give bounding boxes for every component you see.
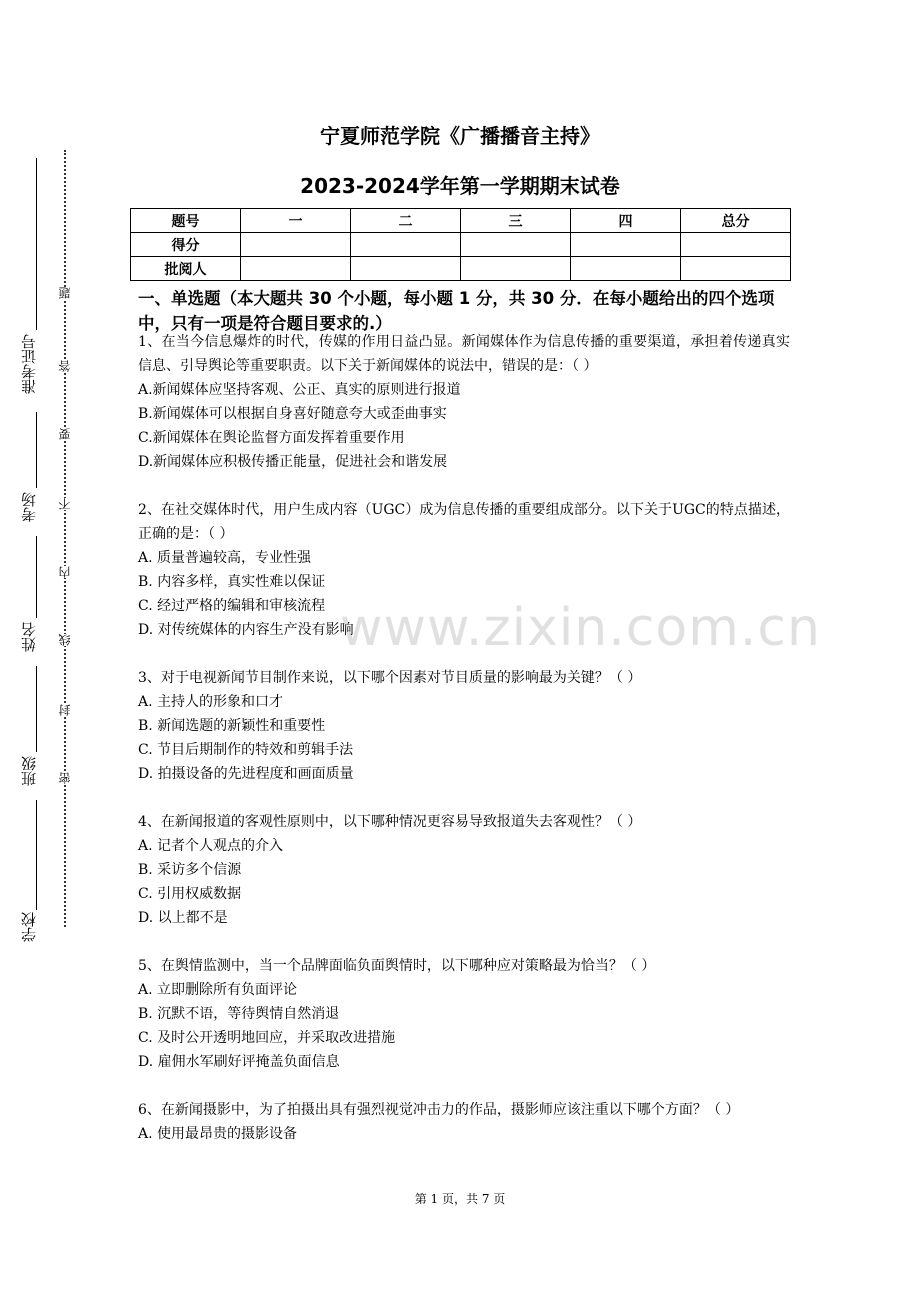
answer-option: D.新闻媒体应积极传播正能量，促进社会和谐发展 bbox=[138, 454, 448, 470]
grader-row-label: 批阅人 bbox=[131, 257, 241, 281]
score-table-header-row bbox=[131, 209, 791, 233]
answer-option: C. 及时公开透明地回应，并采取改进措施 bbox=[138, 1030, 396, 1046]
exam-title: 宁夏师范学院《广播播音主持》 bbox=[320, 124, 600, 148]
school-blank[interactable] bbox=[36, 800, 37, 910]
seal-char: 不 bbox=[58, 498, 72, 510]
score-input-cell[interactable] bbox=[681, 233, 791, 257]
grader-input-cell[interactable] bbox=[351, 257, 461, 281]
score-table-row bbox=[131, 233, 791, 257]
score-table-cell: 四 bbox=[571, 209, 681, 233]
seal-char: 题 bbox=[58, 287, 72, 299]
score-table-cell: 三 bbox=[461, 209, 571, 233]
question-stem: 4、在新闻报道的客观性原则中，以下哪种情况更容易导致报道失去客观性？（ ） bbox=[138, 814, 642, 830]
score-table-cell: 题号 bbox=[131, 209, 241, 233]
score-input-cell[interactable] bbox=[351, 233, 461, 257]
section-heading: 一、单选题（本大题共 30 个小题，每小题 1 分，共 30 分．在每小题给出的四个选项中，只有一项是符合题目要求的.） bbox=[138, 289, 775, 333]
score-table-row bbox=[131, 257, 791, 281]
question-stem: 3、对于电视新闻节目制作来说，以下哪个因素对节目质量的影响最为关键？（ ） bbox=[138, 670, 642, 686]
answer-option: A. 质量普遍较高，专业性强 bbox=[138, 550, 312, 566]
score-table-cell: 二 bbox=[351, 209, 461, 233]
class-blank[interactable] bbox=[36, 666, 37, 752]
question-stem: 2、在社交媒体时代，用户生成内容（UGC）成为信息传播的重要组成部分。以下关于UGC的特点描述，正确的是：（ ） bbox=[138, 502, 790, 542]
seal-char: 答 bbox=[58, 360, 72, 372]
watermark: www.zixin.com.cn bbox=[340, 598, 821, 658]
seal-dotted-line bbox=[64, 150, 66, 927]
grader-input-cell[interactable] bbox=[571, 257, 681, 281]
question-item bbox=[138, 810, 790, 930]
answer-option: B. 新闻选题的新颖性和重要性 bbox=[138, 718, 326, 734]
exam-room-label: 考场 bbox=[20, 492, 38, 522]
question-item bbox=[138, 1098, 790, 1146]
question-stem: 6、在新闻摄影中，为了拍摄出具有强烈视觉冲击力的作品，摄影师应该注重以下哪个方面？（ ） bbox=[138, 1102, 740, 1118]
exam-room-blank[interactable] bbox=[36, 412, 37, 488]
seal-char: 要 bbox=[58, 428, 72, 440]
answer-option: D. 以上都不是 bbox=[138, 910, 228, 926]
grader-input-cell[interactable] bbox=[461, 257, 571, 281]
grader-input-cell[interactable] bbox=[241, 257, 351, 281]
question-item bbox=[138, 954, 790, 1074]
score-input-cell[interactable] bbox=[461, 233, 571, 257]
seal-char: 密 bbox=[58, 772, 72, 784]
seal-char: 内 bbox=[58, 566, 72, 578]
question-list bbox=[138, 330, 821, 1170]
answer-option: A. 立即删除所有负面评论 bbox=[138, 982, 298, 998]
answer-option: C. 节目后期制作的特效和剪辑手法 bbox=[138, 742, 354, 758]
score-input-cell[interactable] bbox=[241, 233, 351, 257]
seal-char: 线 bbox=[58, 634, 72, 646]
name-label: 姓名 bbox=[20, 622, 38, 652]
answer-option: C.新闻媒体在舆论监督方面发挥着重要作用 bbox=[138, 430, 405, 446]
answer-option: C. 经过严格的编辑和审核流程 bbox=[138, 598, 326, 614]
answer-option: A. 主持人的形象和口才 bbox=[138, 694, 284, 710]
answer-option: A.新闻媒体应坚持客观、公正、真实的原则进行报道 bbox=[138, 382, 461, 398]
exam-subtitle: 2023-2024学年第一学期期末试卷 bbox=[300, 174, 620, 198]
score-table bbox=[130, 208, 791, 281]
class-label: 班级 bbox=[20, 756, 38, 786]
answer-option: B. 采访多个信源 bbox=[138, 862, 242, 878]
score-table-cell: 总分 bbox=[681, 209, 791, 233]
answer-option: D. 拍摄设备的先进程度和画面质量 bbox=[138, 766, 354, 782]
score-table-cell: 一 bbox=[241, 209, 351, 233]
score-row-label: 得分 bbox=[131, 233, 241, 257]
page-number: 第 1 页，共 7 页 bbox=[414, 1192, 506, 1206]
exam-id-label: 准考证号 bbox=[20, 334, 38, 394]
answer-option: B. 内容多样，真实性难以保证 bbox=[138, 574, 326, 590]
question-item bbox=[138, 330, 790, 474]
answer-option: A. 使用最昂贵的摄影设备 bbox=[138, 1126, 298, 1142]
answer-option: B. 沉默不语，等待舆情自然消退 bbox=[138, 1006, 340, 1022]
question-item bbox=[138, 666, 790, 786]
grader-input-cell[interactable] bbox=[681, 257, 791, 281]
answer-option: A. 记者个人观点的介入 bbox=[138, 838, 284, 854]
question-stem: 1、在当今信息爆炸的时代，传媒的作用日益凸显。新闻媒体作为信息传播的重要渠道，承担着传递真实信息、引导舆论等重要职责。以下关于新闻媒体的说法中，错误的是：（ ） bbox=[138, 334, 790, 374]
school-label: 学校 bbox=[20, 912, 38, 942]
answer-option: D. 对传统媒体的内容生产没有影响 bbox=[138, 622, 354, 638]
answer-option: B.新闻媒体可以根据自身喜好随意夸大或歪曲事实 bbox=[138, 406, 447, 422]
name-blank[interactable] bbox=[36, 536, 37, 618]
answer-option: C. 引用权威数据 bbox=[138, 886, 242, 902]
question-stem: 5、在舆情监测中，当一个品牌面临负面舆情时，以下哪种应对策略最为恰当？（ ） bbox=[138, 958, 656, 974]
seal-char: 封 bbox=[58, 704, 72, 716]
answer-option: D. 雇佣水军刷好评掩盖负面信息 bbox=[138, 1054, 340, 1070]
score-input-cell[interactable] bbox=[571, 233, 681, 257]
